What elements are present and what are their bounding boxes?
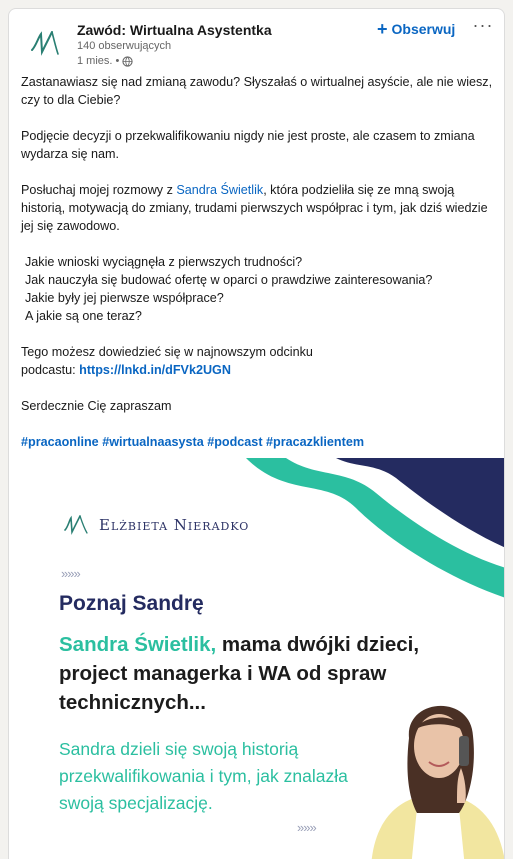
- hashtag-pracaonline[interactable]: #pracaonline: [21, 435, 99, 449]
- arrows-decoration-bottom: »»»: [297, 820, 316, 835]
- plus-icon: +: [377, 19, 388, 39]
- follower-count: 140 obserwujących: [77, 40, 172, 52]
- hashtag-list: [21, 433, 497, 451]
- post-image[interactable]: [9, 458, 505, 859]
- conversation-rest: , która podzieliła się ze mną swoją historią, motywacją do zmiany, trudami pierwszych współprac i tym, jak dziś wiedzie jej się zawodowo.: [21, 183, 488, 233]
- author-name[interactable]: Zawód: Wirtualna Asystentka: [77, 22, 272, 38]
- post-body: [21, 73, 497, 451]
- paragraph-invite: Serdecznie Cię zapraszam: [21, 399, 172, 413]
- hashtag-podcast[interactable]: #podcast: [207, 435, 263, 449]
- question-2: Jak nauczyła się budować ofertę w oparci o prawdziwe zainteresowania?: [25, 273, 433, 287]
- question-4: A jakie są one teraz?: [25, 309, 142, 323]
- conversation-intro: Posłuchaj mojej rozmowy z: [21, 183, 177, 197]
- decorative-wave-shape: [206, 458, 505, 598]
- paragraph-decision: Podjęcie decyzji o przekwalifikowaniu nigdy nie jest proste, ale czasem to zmiana wydarza się nam.: [21, 129, 475, 161]
- hashtag-wirtualnaasysta[interactable]: #wirtualnaasysta: [102, 435, 204, 449]
- podcast-prefix: podcastu:: [21, 363, 80, 377]
- question-1: Jakie wnioski wyciągnęła z pierwszych trudności?: [25, 255, 303, 269]
- hashtag-pracazklientem[interactable]: #pracazklientem: [266, 435, 365, 449]
- podcast-line-1: Tego możesz dowiedzieć się w najnowszym odcinku: [21, 345, 313, 359]
- question-3: Jakie były jej pierwsze współprace?: [25, 291, 224, 305]
- brand-logo: [63, 514, 249, 536]
- mention-sandra[interactable]: Sandra Świetlik: [176, 183, 264, 197]
- company-logo-icon[interactable]: [21, 19, 69, 67]
- follow-button[interactable]: [377, 19, 455, 39]
- podcast-link[interactable]: https://lnkd.in/dFVk2UGN: [79, 363, 231, 377]
- image-description: mama dwójki dzieci, project managerka i WA od spraw technicznych...: [59, 633, 420, 714]
- post-meta: [77, 54, 272, 69]
- author-info: [77, 21, 272, 69]
- paragraph-intro: Zastanawiasz się nad zmianą zawodu? Słyszałaś o wirtualnej asyście, ale nie wiesz, czy to dla Ciebie?: [21, 75, 493, 107]
- person-photo: [361, 678, 505, 859]
- image-tagline: Sandra dzieli się swoją historią przekwalifikowania i tym, jak znalazła swoją specjalizację.: [59, 739, 348, 813]
- image-name-highlight: Sandra Świetlik,: [59, 633, 217, 656]
- post-time: 1 mies. •: [77, 55, 120, 67]
- follow-label: Obserwuj: [391, 21, 456, 37]
- paragraph-conversation: [21, 181, 497, 235]
- post-card: [8, 8, 505, 859]
- brand-name: Elżbieta Nieradko: [99, 516, 250, 534]
- image-headline: Poznaj Sandrę: [59, 592, 204, 615]
- post-header: [9, 9, 504, 65]
- arrows-decoration: »»»: [61, 566, 80, 581]
- more-options-icon[interactable]: ···: [472, 15, 494, 35]
- brand-mark-icon: [63, 514, 91, 536]
- podcast-line-2: [21, 361, 497, 379]
- globe-icon: [122, 56, 133, 67]
